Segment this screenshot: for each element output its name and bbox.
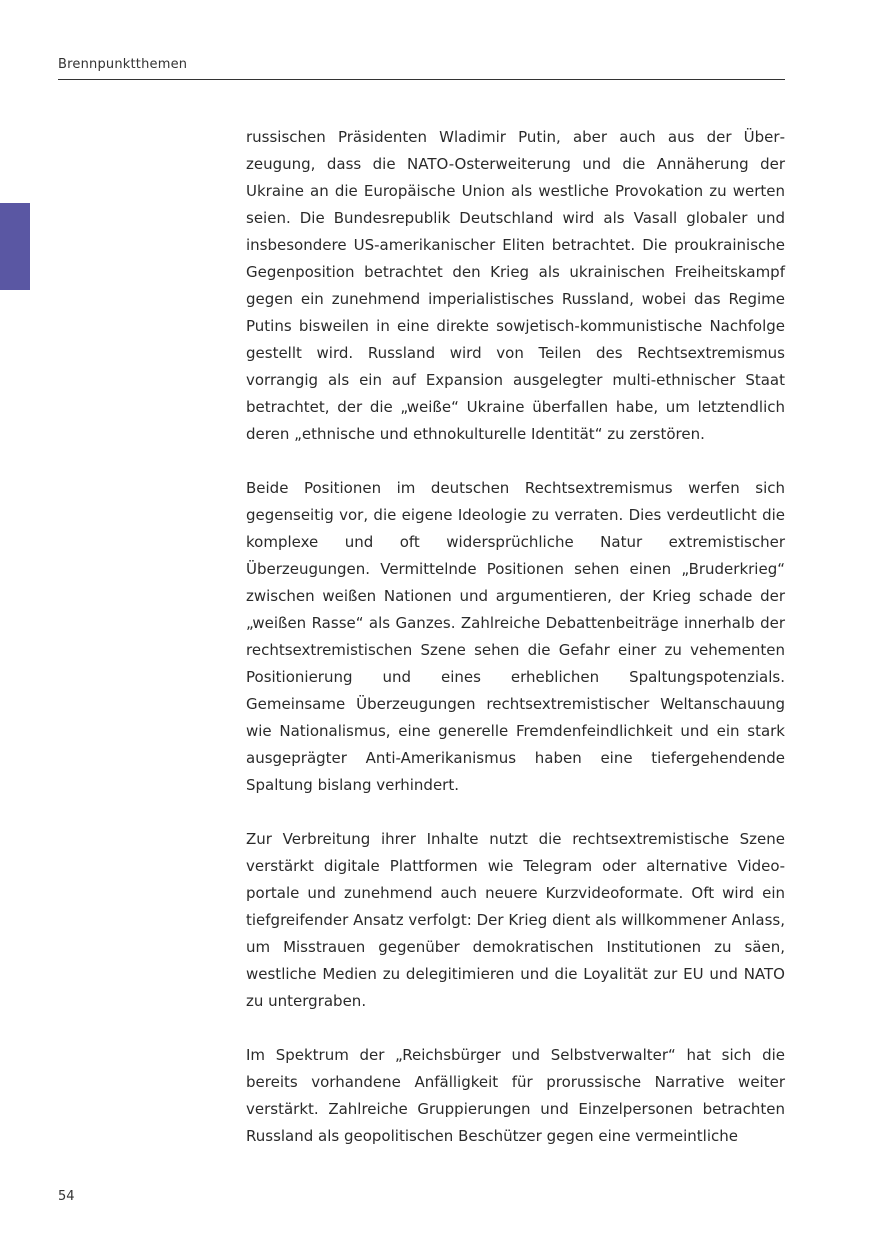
paragraph: russischen Präsidenten Wladimir Putin, aber auch aus der Überzeugung, dass die NATO-Osterweiterung und die Annäherung der Ukraine an die Europäische Union als westliche Provokation zu werten seien. Die Bundesrepublik Deutschland wird als Vasall globaler und insbesondere US-amerikanischer Eliten betrachtet. Die proukrainische Gegenposition betrachtet den Krieg als ukrainischen Freiheitskampf gegen ein zunehmend imperialistisches Russland, wobei das Regime Putins bisweilen in eine direkte sowjetisch-kommunistische Nachfolge gestellt wird. Russland wird von Teilen des Rechtsextremismus vorrangig als ein auf Expansion ausgelegter multi-ethnischer Staat betrachtet, der die „weiße“ Ukraine überfallen habe, um letztendlich deren „ethnische und ethnokulturelle Identität“ zu zerstören. xyxy=(246,128,785,443)
running-header: Brennpunktthemen xyxy=(58,57,188,72)
body-text xyxy=(246,124,785,1150)
paragraph: Beide Positionen im deutschen Rechtsextremismus werfen sich gegenseitig vor, die eigene Ideologie zu verraten. Dies verdeutlicht die komplexe und oft widersprüchliche Natur extremistischer Überzeugungen. Vermittelnde Positionen sehen einen „Bruderkrieg“ zwischen weißen Nationen und argumentieren, der Krieg schade der „weißen Rasse“ als Ganzes. Zahlreiche Debattenbeiträge innerhalb der rechtsextremistischen Szene sehen die Gefahr einer zu vehementen Positionierung und eines erheblichen Spaltungspotenzials. Gemeinsame Überzeugungen rechtsextremistischer Weltanschauung wie Nationalismus, eine generelle Fremdenfeindlichkeit und ein stark ausgeprägter Anti-Amerikanismus haben eine tiefergehendende Spaltung bislang verhindert. xyxy=(246,479,785,794)
paragraph: Zur Verbreitung ihrer Inhalte nutzt die rechtsextremistische Szene verstärkt digitale Plattformen wie Telegram oder alternative Videoportale und zunehmend auch neuere Kurzvideoformate. Oft wird ein tiefgreifender Ansatz verfolgt: Der Krieg dient als willkommener Anlass, um Misstrauen gegenüber demokratischen Institutionen zu säen, westliche Medien zu delegitimieren und die Loyalität zur EU und NATO zu untergraben. xyxy=(246,830,785,1010)
page-number: 54 xyxy=(58,1189,75,1204)
chapter-tab-marker xyxy=(0,203,30,290)
paragraph: Im Spektrum der „Reichsbürger und Selbstverwalter“ hat sich die bereits vorhandene Anfälligkeit für prorussische Narrative weiter verstärkt. Zahlreiche Gruppierungen und Einzelpersonen betrachten Russland als geopolitischen Beschützer gegen eine vermeintliche xyxy=(246,1046,785,1145)
header-rule xyxy=(58,79,785,80)
